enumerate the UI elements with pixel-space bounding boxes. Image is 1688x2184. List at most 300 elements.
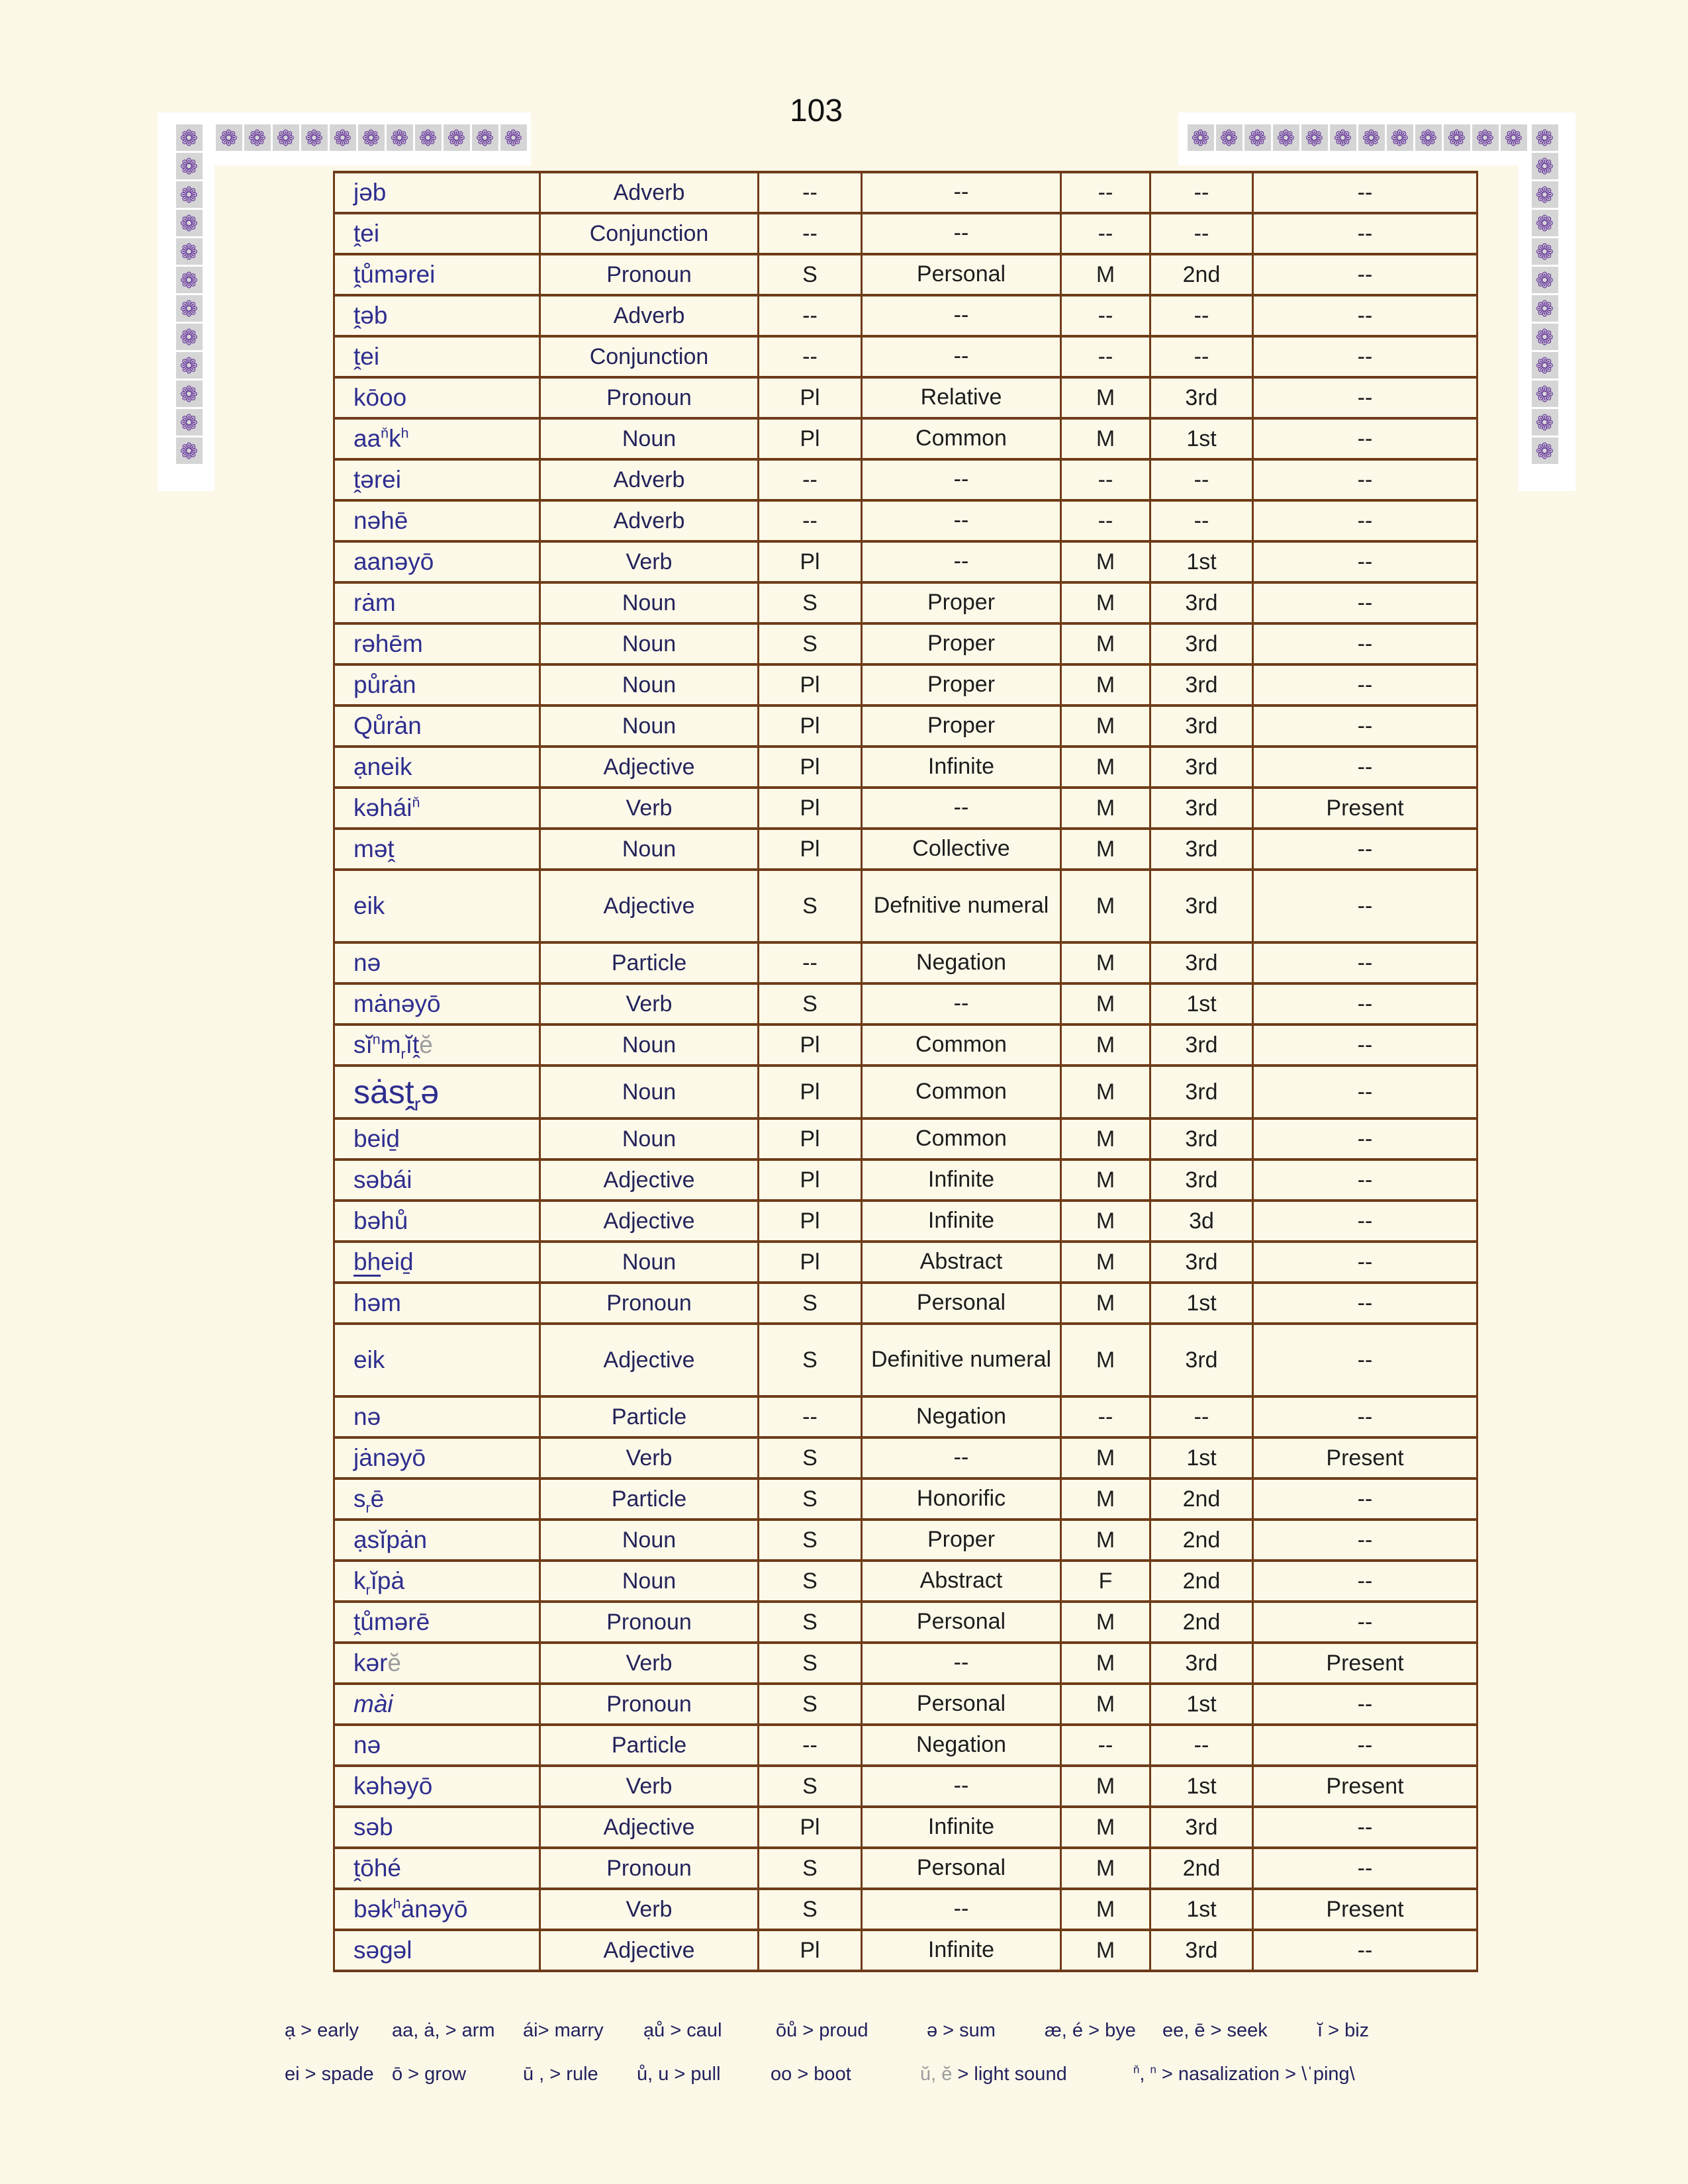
tense-cell: -- — [1253, 541, 1477, 582]
gender-cell: M — [1061, 1324, 1150, 1396]
tense-cell: -- — [1253, 582, 1477, 623]
type-cell: Collective — [862, 829, 1061, 870]
number-cell: Pl — [759, 1024, 862, 1066]
pronunciation-entry: oo > boot — [771, 2064, 851, 2085]
table-row — [334, 623, 1477, 664]
word-cell: səb — [334, 1807, 540, 1848]
pos-cell: Verb — [540, 983, 759, 1024]
pos-cell: Pronoun — [540, 1602, 759, 1643]
person-cell: 2nd — [1150, 1602, 1253, 1643]
flower-icon: ❁ — [176, 437, 203, 464]
tense-cell: -- — [1253, 1160, 1477, 1201]
flower-icon: ❁ — [1273, 124, 1299, 151]
flower-border-right — [1530, 123, 1559, 465]
pos-cell: Adverb — [540, 459, 759, 500]
type-cell: Honorific — [862, 1479, 1061, 1520]
number-cell: Pl — [759, 1807, 862, 1848]
pos-cell: Pronoun — [540, 1283, 759, 1324]
gender-cell: M — [1061, 1602, 1150, 1643]
table-row — [334, 1930, 1477, 1971]
pos-cell: Verb — [540, 1766, 759, 1807]
flower-border-left — [175, 123, 203, 465]
flower-icon: ❁ — [1501, 124, 1527, 151]
tense-cell: -- — [1253, 418, 1477, 459]
tense-cell: -- — [1253, 459, 1477, 500]
number-cell: S — [759, 1889, 862, 1930]
tense-cell: -- — [1253, 1324, 1477, 1396]
table-row — [334, 336, 1477, 377]
number-cell: S — [759, 1561, 862, 1602]
pos-cell: Adjective — [540, 1324, 759, 1396]
word-cell: ṱərei — [334, 459, 540, 500]
word-cell: bək$^h$ȧnəyō — [334, 1889, 540, 1930]
pos-cell: Particle — [540, 1396, 759, 1437]
flower-icon: ❁ — [1216, 124, 1243, 151]
person-cell: 3rd — [1150, 1118, 1253, 1160]
pos-cell: Noun — [540, 1024, 759, 1066]
tense-cell: Present — [1253, 788, 1477, 829]
number-cell: S — [759, 1848, 862, 1889]
tense-cell: -- — [1253, 829, 1477, 870]
person-cell: -- — [1150, 172, 1253, 213]
person-cell: 2nd — [1150, 1479, 1253, 1520]
person-cell: 1st — [1150, 1766, 1253, 1807]
gender-cell: M — [1061, 983, 1150, 1024]
type-cell: -- — [862, 1766, 1061, 1807]
page-number: 103 — [789, 93, 843, 128]
type-cell: Infinite — [862, 1201, 1061, 1242]
flower-icon: ❁ — [273, 124, 299, 151]
tense-cell: Present — [1253, 1766, 1477, 1807]
word-cell: bheiḏ — [334, 1242, 540, 1283]
flower-icon: ❁ — [1532, 352, 1558, 379]
person-cell: 3rd — [1150, 1324, 1253, 1396]
gender-cell: M — [1061, 1118, 1150, 1160]
person-cell: 1st — [1150, 983, 1253, 1024]
word-cell: eik — [334, 870, 540, 942]
pos-cell: Noun — [540, 1066, 759, 1118]
number-cell: S — [759, 983, 862, 1024]
pronunciation-entry: ů, u > pull — [637, 2064, 721, 2085]
type-cell: Proper — [862, 623, 1061, 664]
number-cell: -- — [759, 500, 862, 541]
gender-cell: -- — [1061, 295, 1150, 336]
gender-cell: -- — [1061, 336, 1150, 377]
word-cell: nə — [334, 1396, 540, 1437]
tense-cell: -- — [1253, 983, 1477, 1024]
pronunciation-entry: $^ň$, $^n$ > nasalization > \ˈping\ — [1133, 2063, 1355, 2085]
pos-cell: Pronoun — [540, 1848, 759, 1889]
word-cell: $k_rĭpȧ$ — [334, 1561, 540, 1602]
gender-cell: M — [1061, 705, 1150, 747]
tense-cell: -- — [1253, 1807, 1477, 1848]
flower-icon: ❁ — [176, 324, 203, 350]
flower-icon: ❁ — [387, 124, 413, 151]
number-cell: -- — [759, 459, 862, 500]
table-row — [334, 377, 1477, 418]
word-cell: $aa^ňk^h$ — [334, 418, 540, 459]
gender-cell: M — [1061, 1201, 1150, 1242]
flower-icon: ❁ — [176, 295, 203, 322]
person-cell: 1st — [1150, 418, 1253, 459]
person-cell: 3rd — [1150, 1160, 1253, 1201]
table-row — [334, 1807, 1477, 1848]
person-cell: 3rd — [1150, 582, 1253, 623]
person-cell: 1st — [1150, 1437, 1253, 1479]
tense-cell: -- — [1253, 623, 1477, 664]
type-cell: Abstract — [862, 1561, 1061, 1602]
tense-cell: -- — [1253, 1684, 1477, 1725]
pos-cell: Adjective — [540, 1201, 759, 1242]
flower-icon: ❁ — [176, 267, 203, 293]
type-cell: Common — [862, 1118, 1061, 1160]
pos-cell: Noun — [540, 705, 759, 747]
tense-cell: -- — [1253, 213, 1477, 254]
tense-cell: -- — [1253, 254, 1477, 295]
number-cell: Pl — [759, 541, 862, 582]
number-cell: -- — [759, 213, 862, 254]
pronunciation-entry: ee, ē > seek — [1162, 2020, 1268, 2041]
person-cell: 3rd — [1150, 747, 1253, 788]
pos-cell: Adjective — [540, 870, 759, 942]
flower-icon: ❁ — [1532, 267, 1558, 293]
flower-icon: ❁ — [176, 409, 203, 435]
word-cell: jȧnəyō — [334, 1437, 540, 1479]
number-cell: -- — [759, 295, 862, 336]
gender-cell: -- — [1061, 500, 1150, 541]
person-cell: -- — [1150, 459, 1253, 500]
word-cell: kəhəyō — [334, 1766, 540, 1807]
tense-cell: -- — [1253, 1561, 1477, 1602]
type-cell: Common — [862, 1024, 1061, 1066]
number-cell: Pl — [759, 788, 862, 829]
word-cell: mȧnəyō — [334, 983, 540, 1024]
word-cell: səgəl — [334, 1930, 540, 1971]
type-cell: Personal — [862, 1602, 1061, 1643]
flower-icon: ❁ — [1387, 124, 1413, 151]
table-row — [334, 1437, 1477, 1479]
gender-cell: M — [1061, 377, 1150, 418]
word-cell: ṱōhé — [334, 1848, 540, 1889]
gender-cell: M — [1061, 418, 1150, 459]
pos-cell: Adverb — [540, 295, 759, 336]
gender-cell: M — [1061, 1437, 1150, 1479]
person-cell: 3rd — [1150, 788, 1253, 829]
flower-icon: ❁ — [500, 124, 527, 151]
flower-icon: ❁ — [1532, 381, 1558, 407]
word-cell: rȧm — [334, 582, 540, 623]
word-cell: ṱei — [334, 213, 540, 254]
flower-icon: ❁ — [330, 124, 356, 151]
word-cell: ạneik — [334, 747, 540, 788]
type-cell: Personal — [862, 1848, 1061, 1889]
person-cell: 2nd — [1150, 1520, 1253, 1561]
type-cell: Definitive numeral — [862, 1324, 1061, 1396]
tense-cell: Present — [1253, 1437, 1477, 1479]
word-cell: bəhů — [334, 1201, 540, 1242]
gender-cell: M — [1061, 582, 1150, 623]
flower-icon: ❁ — [1532, 324, 1558, 350]
table-row — [334, 254, 1477, 295]
number-cell: S — [759, 870, 862, 942]
gender-cell: M — [1061, 1242, 1150, 1283]
number-cell: S — [759, 1283, 862, 1324]
person-cell: 3rd — [1150, 1643, 1253, 1684]
pos-cell: Verb — [540, 1437, 759, 1479]
type-cell: Negation — [862, 942, 1061, 983]
pos-cell: Pronoun — [540, 1684, 759, 1725]
flower-icon: ❁ — [176, 210, 203, 236]
table-row — [334, 1848, 1477, 1889]
gender-cell: M — [1061, 788, 1150, 829]
gender-cell: F — [1061, 1561, 1150, 1602]
pos-cell: Noun — [540, 1118, 759, 1160]
tense-cell: -- — [1253, 1242, 1477, 1283]
flower-icon: ❁ — [244, 124, 271, 151]
type-cell: Proper — [862, 582, 1061, 623]
type-cell: -- — [862, 1643, 1061, 1684]
table-row — [334, 1201, 1477, 1242]
grammar-table — [333, 171, 1478, 1972]
number-cell: S — [759, 1520, 862, 1561]
tense-cell: -- — [1253, 1201, 1477, 1242]
pronunciation-entry: ō > grow — [392, 2064, 467, 2085]
flower-icon: ❁ — [176, 238, 203, 265]
pos-cell: Adjective — [540, 1930, 759, 1971]
pronunciation-entry: ə > sum — [927, 2020, 996, 2041]
number-cell: Pl — [759, 1118, 862, 1160]
person-cell: -- — [1150, 1396, 1253, 1437]
person-cell: -- — [1150, 1725, 1253, 1766]
word-cell: ṱůmərē — [334, 1602, 540, 1643]
person-cell: 1st — [1150, 541, 1253, 582]
flower-icon: ❁ — [1472, 124, 1499, 151]
type-cell: Proper — [862, 705, 1061, 747]
gender-cell: M — [1061, 1889, 1150, 1930]
table-row — [334, 1283, 1477, 1324]
table-row — [334, 664, 1477, 705]
pos-cell: Noun — [540, 623, 759, 664]
word-cell: ạsĭpȧn — [334, 1520, 540, 1561]
type-cell: Common — [862, 418, 1061, 459]
table-row — [334, 1889, 1477, 1930]
number-cell: Pl — [759, 1160, 862, 1201]
pos-cell: Noun — [540, 829, 759, 870]
person-cell: 3d — [1150, 1201, 1253, 1242]
pos-cell: Verb — [540, 1889, 759, 1930]
tense-cell: -- — [1253, 1479, 1477, 1520]
gender-cell: M — [1061, 1643, 1150, 1684]
pronunciation-entry: ŭ, ĕ > light sound — [920, 2064, 1067, 2085]
number-cell: -- — [759, 942, 862, 983]
tense-cell: -- — [1253, 705, 1477, 747]
table-row — [334, 541, 1477, 582]
person-cell: 3rd — [1150, 705, 1253, 747]
gender-cell: -- — [1061, 172, 1150, 213]
word-cell: ṱəb — [334, 295, 540, 336]
table-row — [334, 418, 1477, 459]
number-cell: Pl — [759, 1201, 862, 1242]
flower-icon: ❁ — [216, 124, 242, 151]
pos-cell: Conjunction — [540, 336, 759, 377]
table-row — [334, 870, 1477, 942]
gender-cell: M — [1061, 747, 1150, 788]
flower-icon: ❁ — [1532, 124, 1558, 151]
pos-cell: Adjective — [540, 1807, 759, 1848]
number-cell: -- — [759, 336, 862, 377]
word-cell: Qůrȧn — [334, 705, 540, 747]
pronunciation-entry: ei > spade — [285, 2064, 374, 2085]
word-cell: kərĕ — [334, 1643, 540, 1684]
table-row — [334, 1396, 1477, 1437]
type-cell: Abstract — [862, 1242, 1061, 1283]
number-cell: Pl — [759, 377, 862, 418]
pos-cell: Verb — [540, 541, 759, 582]
type-cell: -- — [862, 213, 1061, 254]
tense-cell: -- — [1253, 1602, 1477, 1643]
number-cell: S — [759, 623, 862, 664]
person-cell: 3rd — [1150, 870, 1253, 942]
type-cell: Proper — [862, 664, 1061, 705]
tense-cell: -- — [1253, 1024, 1477, 1066]
type-cell: -- — [862, 1437, 1061, 1479]
person-cell: 3rd — [1150, 1066, 1253, 1118]
tense-cell: -- — [1253, 1283, 1477, 1324]
person-cell: 2nd — [1150, 254, 1253, 295]
tense-cell: -- — [1253, 664, 1477, 705]
flower-icon: ❁ — [1244, 124, 1271, 151]
pos-cell: Adjective — [540, 1160, 759, 1201]
type-cell: Infinite — [862, 1807, 1061, 1848]
pronunciation-entry: ōů > proud — [776, 2020, 868, 2041]
gender-cell: M — [1061, 1520, 1150, 1561]
pos-cell: Noun — [540, 582, 759, 623]
word-cell: sȧsṱ$_r$ə — [334, 1066, 540, 1118]
gender-cell: M — [1061, 1766, 1150, 1807]
flower-icon: ❁ — [1532, 181, 1558, 208]
word-cell: səbái — [334, 1160, 540, 1201]
pos-cell: Pronoun — [540, 377, 759, 418]
table-row — [334, 1643, 1477, 1684]
type-cell: Defnitive numeral — [862, 870, 1061, 942]
flower-icon: ❁ — [1532, 295, 1558, 322]
word-cell: půrȧn — [334, 664, 540, 705]
pos-cell: Verb — [540, 1643, 759, 1684]
gender-cell: M — [1061, 1684, 1150, 1725]
tense-cell: -- — [1253, 295, 1477, 336]
tense-cell: -- — [1253, 870, 1477, 942]
word-cell: rəhēm — [334, 623, 540, 664]
table-row — [334, 829, 1477, 870]
person-cell: -- — [1150, 336, 1253, 377]
gender-cell: M — [1061, 1479, 1150, 1520]
flower-icon: ❁ — [444, 124, 470, 151]
table-row — [334, 459, 1477, 500]
flower-icon: ❁ — [176, 124, 203, 151]
person-cell: 3rd — [1150, 1242, 1253, 1283]
table-row — [334, 295, 1477, 336]
gender-cell: M — [1061, 1024, 1150, 1066]
gender-cell: M — [1061, 541, 1150, 582]
table-row — [334, 788, 1477, 829]
number-cell: S — [759, 1324, 862, 1396]
pos-cell: Particle — [540, 1725, 759, 1766]
number-cell: Pl — [759, 1066, 862, 1118]
pronunciation-entry: aa, ȧ, > arm — [392, 2020, 495, 2041]
table-row — [334, 1561, 1477, 1602]
pos-cell: Pronoun — [540, 254, 759, 295]
pronunciation-entry: ái> marry — [523, 2020, 604, 2041]
person-cell: 3rd — [1150, 1807, 1253, 1848]
flower-icon: ❁ — [176, 153, 203, 179]
flower-icon: ❁ — [1301, 124, 1328, 151]
pos-cell: Noun — [540, 1242, 759, 1283]
pos-cell: Noun — [540, 1520, 759, 1561]
word-cell: beiḏ — [334, 1118, 540, 1160]
tense-cell: -- — [1253, 1725, 1477, 1766]
table-row — [334, 1766, 1477, 1807]
person-cell: 3rd — [1150, 1930, 1253, 1971]
type-cell: Common — [862, 1066, 1061, 1118]
table-row — [334, 172, 1477, 213]
tense-cell: -- — [1253, 1396, 1477, 1437]
tense-cell: Present — [1253, 1889, 1477, 1930]
number-cell: S — [759, 1766, 862, 1807]
table-row — [334, 705, 1477, 747]
table-row — [334, 582, 1477, 623]
gender-cell: -- — [1061, 1396, 1150, 1437]
number-cell: Pl — [759, 1930, 862, 1971]
flower-icon: ❁ — [1358, 124, 1385, 151]
tense-cell: -- — [1253, 336, 1477, 377]
type-cell: Personal — [862, 1684, 1061, 1725]
type-cell: -- — [862, 1889, 1061, 1930]
pronunciation-entry: ĭ > biz — [1317, 2020, 1370, 2041]
flower-icon: ❁ — [472, 124, 498, 151]
number-cell: S — [759, 1684, 862, 1725]
table-row — [334, 1324, 1477, 1396]
word-cell: kəhái$^ň$ — [334, 788, 540, 829]
flower-icon: ❁ — [1532, 210, 1558, 236]
number-cell: S — [759, 1479, 862, 1520]
word-cell: $sĭ^nm_rĭṱĕ$ — [334, 1024, 540, 1066]
gender-cell: -- — [1061, 1725, 1150, 1766]
number-cell: Pl — [759, 664, 862, 705]
number-cell: Pl — [759, 747, 862, 788]
table-row — [334, 1602, 1477, 1643]
flower-icon: ❁ — [301, 124, 328, 151]
gender-cell: M — [1061, 1160, 1150, 1201]
table-row — [334, 1479, 1477, 1520]
type-cell: Infinite — [862, 1930, 1061, 1971]
person-cell: 1st — [1150, 1889, 1253, 1930]
gender-cell: M — [1061, 942, 1150, 983]
number-cell: S — [759, 582, 862, 623]
grammar-table-wrapper — [333, 171, 1478, 1972]
word-cell: nə — [334, 942, 540, 983]
flower-icon: ❁ — [176, 352, 203, 379]
grammar-table-body — [334, 172, 1477, 1971]
table-row — [334, 1725, 1477, 1766]
flower-icon: ❁ — [415, 124, 442, 151]
type-cell: -- — [862, 983, 1061, 1024]
pos-cell: Noun — [540, 418, 759, 459]
tense-cell: -- — [1253, 172, 1477, 213]
gender-cell: M — [1061, 870, 1150, 942]
pronunciation-entry: ạů > caul — [643, 2020, 722, 2041]
table-row — [334, 1684, 1477, 1725]
word-cell: nə — [334, 1725, 540, 1766]
